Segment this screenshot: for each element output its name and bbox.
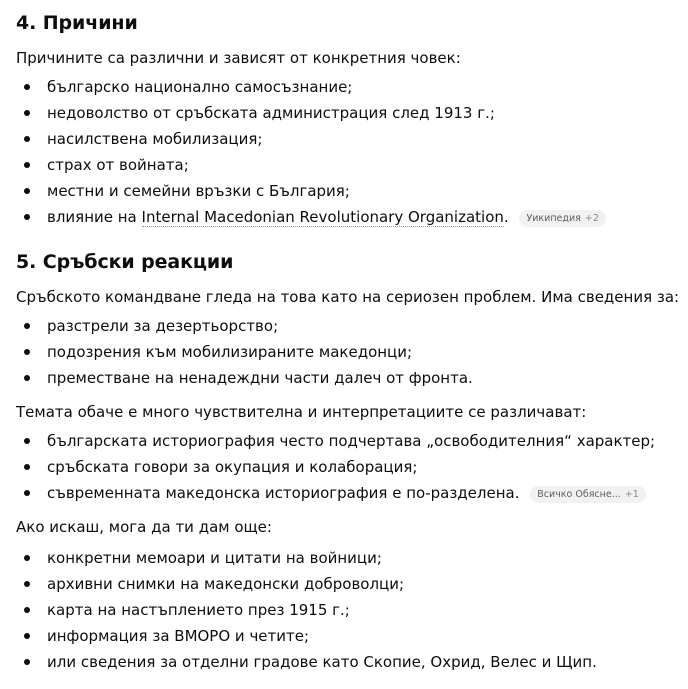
list-item xyxy=(16,207,606,233)
list-item-suffix: . xyxy=(503,208,509,226)
list-item: разстрели за дезертьорство; xyxy=(16,316,473,342)
list-item: информация за ВМОРО и четите; xyxy=(16,626,597,652)
section-heading-causes: 4. Причини xyxy=(16,12,138,34)
list-item: карта на настъплението през 1915 г.; xyxy=(16,600,597,626)
list-item-text: съвременната македонска историография е по-разделена. xyxy=(47,484,520,502)
citation-count: +2 xyxy=(584,213,599,224)
list-item: подозрения към мобилизираните македонци; xyxy=(16,342,473,368)
reactions-list xyxy=(16,316,473,394)
list-item: българско национално самосъзнание; xyxy=(16,77,606,103)
list-item xyxy=(16,483,655,509)
citation-pill-wikipedia[interactable] xyxy=(519,210,605,227)
section-heading-serbian-reactions: 5. Сръбски реакции xyxy=(16,251,234,273)
list-item-prefix: влияние на xyxy=(47,208,142,226)
citation-count: +1 xyxy=(624,489,639,500)
imro-link[interactable]: Internal Macedonian Revolutionary Organization xyxy=(141,208,504,226)
list-item: архивни снимки на македонски доброволци; xyxy=(16,574,597,600)
reactions-intro: Сръбското командване гледа на това като на сериозен проблем. Има сведения за: xyxy=(16,288,680,306)
citation-source: Всичко Обясне... xyxy=(537,489,621,500)
list-item: недоволство от сръбската администрация след 1913 г.; xyxy=(16,103,606,129)
citation-pill-explainer[interactable] xyxy=(530,486,646,503)
citation-source: Уикипедия xyxy=(526,213,581,224)
list-item: конкретни мемоари и цитати на войници; xyxy=(16,548,597,574)
list-item: насилствена мобилизация; xyxy=(16,129,606,155)
list-item: или сведения за отделни градове като Скопие, Охрид, Велес и Щип. xyxy=(16,652,597,678)
list-item: сръбската говори за окупация и колаборация; xyxy=(16,457,655,483)
causes-intro: Причините са различни и зависят от конкретния човек: xyxy=(16,49,461,67)
causes-list xyxy=(16,77,606,233)
offer-intro: Ако искаш, мога да ти дам още: xyxy=(16,518,272,536)
sensitivity-intro: Темата обаче е много чувствителна и интерпретациите се различават: xyxy=(16,403,587,421)
sensitivity-list xyxy=(16,431,655,509)
list-item: българската историография често подчертава „освободителния“ характер; xyxy=(16,431,655,457)
list-item: местни и семейни връзки с България; xyxy=(16,181,606,207)
offer-list xyxy=(16,548,597,678)
list-item: страх от войната; xyxy=(16,155,606,181)
list-item: преместване на ненадеждни части далеч от фронта. xyxy=(16,368,473,394)
